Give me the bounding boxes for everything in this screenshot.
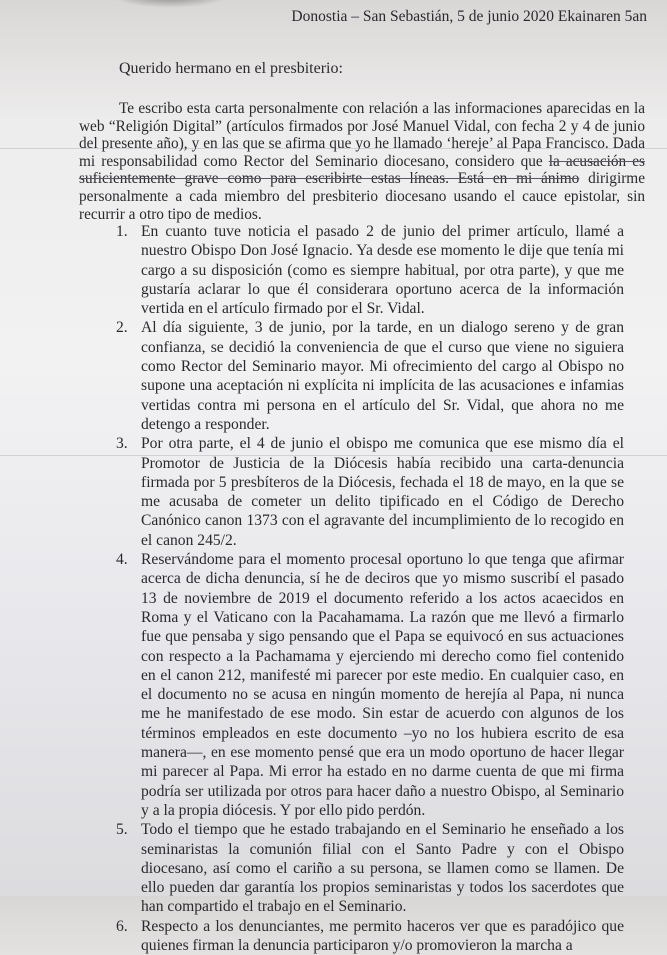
list-item-number: 5.: [116, 821, 128, 839]
list-item: [96, 550, 624, 820]
list-item: [96, 917, 624, 955]
list-item: [96, 318, 624, 434]
finger-shadow: [110, 0, 230, 8]
list-item-number: 2.: [116, 319, 128, 337]
list-item-text: Reservándome para el momento procesal oportuno lo que tenga que afirmar acerca de dicha denuncia, sí he de deciros que yo mismo suscribí el pasado 13 de noviembre de 2019 el documento referido a los actos acaecidos en Roma y el Vaticano con la Pacahamama. La razón que me llevó a firmarlo fue que pensaba y sigo pensando que el Papa se equivocó en sus actuaciones con respecto a la Pachamama y ejerciendo mi derecho como fiel contenido en el canon 212, manifesté mi parecer por este medio. En cualquier caso, en el documento no se acusa en ningún momento de herejía al Papa, ni nunca me he manifestado de ese modo. Sin estar de acuerdo con algunos de los términos empleados en este documento –yo no los hubiera escrito de esa manera—, en ese momento pensé que era un modo oportuno de hacer llegar mi parecer al Papa. Mi error ha estado en no darme cuenta de que mi firma podría ser utilizada por otros para hacer daño a nuestro Obispo, al Seminario y a la propia diócesis. Y por ello pido perdón.: [141, 551, 624, 819]
list-item: [96, 222, 624, 318]
list-item: [96, 820, 624, 916]
list-item-text: Todo el tiempo que he estado trabajando en el Seminario he enseñado a los seminaristas la comunión filial con el Santo Padre y con el Obispo diocesano, así como el cariño a su persona, se llamen como se llamen. De ello pueden dar garantía los propios seminaristas y todos los sacerdotes que han compartido el trabajo en el Seminario.: [141, 821, 624, 916]
list-item-number: 4.: [116, 551, 128, 569]
list-item-text: Al día siguiente, 3 de junio, por la tarde, en un dialogo sereno y de gran confianza, se decidió la conveniencia de que el curso que viene no siguiera como Rector del Seminario mayor. Mi ofrecimiento del cargo al Obispo no supone una aceptación ni explícita ni implícita de las acusaciones e infamias vertidas contra mi persona en el artículo del Sr. Vidal, que ahora no me detengo a responder.: [141, 319, 624, 433]
letter-intro-paragraph: [79, 100, 645, 223]
list-item-number: 1.: [116, 223, 128, 240]
letter-date-header: Donostia – San Sebastián, 5 de junio 2020 Ekainaren 5an: [291, 8, 647, 25]
intro-text-part-2: dirigirme personalmente a cada miembro del presbiterio diocesano usando el cauce epistolar, sin recurrir a otro tipo de medios.: [79, 170, 645, 223]
letter-salutation: Querido hermano en el presbiterio:: [119, 60, 343, 77]
list-item: [96, 434, 624, 550]
list-item-text: En cuanto tuve noticia el pasado 2 de junio del primer artículo, llamé a nuestro Obispo Don José Ignacio. Ya desde ese momento le dije que tenía mi cargo a su disposición (como es siempre habitual, por otra parte), y que me gustaría aclarar lo que él considerara oportuno acerca de la información vertida en el artículo firmado por el Sr. Vidal.: [141, 223, 624, 318]
intro-text-part-1: Te escribo esta carta personalmente con relación a las informaciones aparecidas en la web “Religión Digital” (artículos firmados por José Manuel Vidal, con fecha 2 y 4 de junio del presente año), y en las que se afirma que yo he llamado ‘hereje’ al Papa Francisco. Dada mi responsabilidad como Rector del Seminario diocesano, considero que: [79, 100, 645, 170]
numbered-points-list: [96, 222, 624, 955]
list-item-text: Respecto a los denunciantes, me permito haceros ver que es paradójico que quienes firman la denuncia participaron y/o promovieron la marcha a: [141, 917, 624, 954]
intro-struck-text: la acusación es suficientemente grave como para escribirte estas líneas. Está en mi ánimo: [79, 152, 645, 188]
list-item-text: Por otra parte, el 4 de junio el obispo me comunica que ese mismo día el Promotor de Justicia de la Diócesis había recibido una carta-denuncia firmada por 5 presbíteros de la Diócesis, fechada el 18 de mayo, en la que se me acusaba de cometer un delito tipificado en el Código de Derecho Canónico canon 1373 con el agravante del incumplimiento de lo recogido en el canon 245/2.: [141, 435, 624, 549]
list-item-number: 6.: [116, 917, 128, 935]
list-item-number: 3.: [116, 435, 128, 453]
